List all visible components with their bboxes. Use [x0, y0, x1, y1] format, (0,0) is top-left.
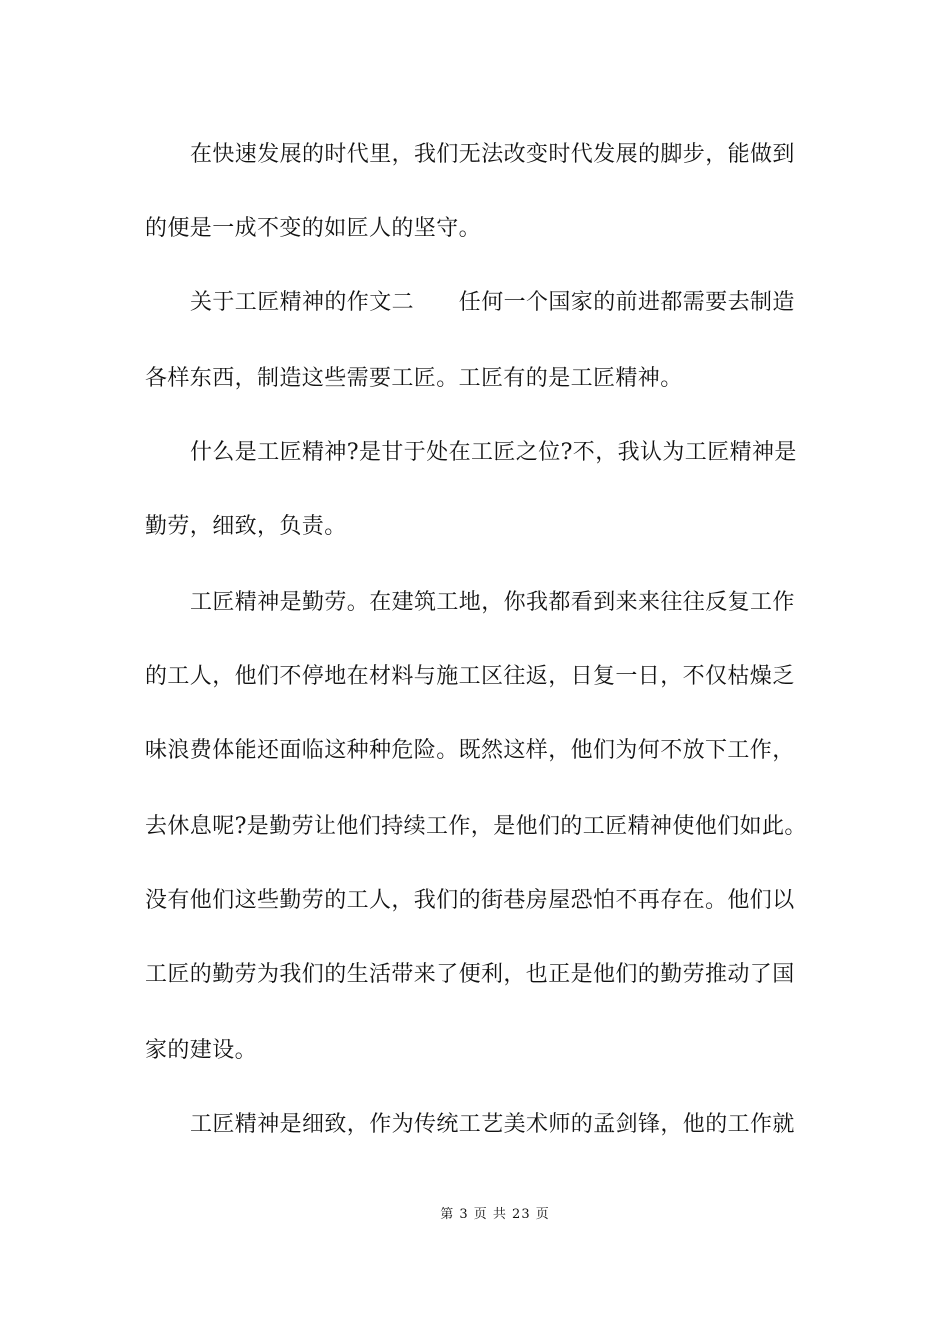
- paragraph-line: 工匠精神是细致，作为传统工艺美术师的孟剑锋，他的工作就: [190, 1112, 795, 1137]
- paragraph-line: 工匠的勤劳为我们的生活带来了便利，也正是他们的勤劳推动了国: [145, 962, 795, 987]
- paragraph-line: 的工人，他们不停地在材料与施工区往返，日复一日，不仅枯燥乏: [145, 664, 795, 689]
- page-footer: 第 3 页 共 23 页: [440, 1207, 550, 1222]
- paragraph-line: 去休息呢?是勤劳让他们持续工作，是他们的工匠精神使他们如此。: [145, 814, 807, 839]
- paragraph-line: 工匠精神是勤劳。在建筑工地，你我都看到来来往往反复工作: [190, 590, 795, 615]
- paragraph-line: 勤劳，细致，负责。: [145, 514, 347, 539]
- paragraph-line: 家的建设。: [145, 1038, 258, 1063]
- paragraph-line: 的便是一成不变的如匠人的坚守。: [145, 216, 482, 241]
- paragraph-line: 各样东西，制造这些需要工匠。工匠有的是工匠精神。: [145, 366, 683, 391]
- paragraph-line: 在快速发展的时代里，我们无法改变时代发展的脚步，能做到: [190, 142, 795, 167]
- paragraph-line: 关于工匠精神的作文二 任何一个国家的前进都需要去制造: [190, 290, 795, 315]
- paragraph-line: 味浪费体能还面临这种种危险。既然这样，他们为何不放下工作，: [145, 738, 795, 763]
- paragraph-line: 没有他们这些勤劳的工人，我们的街巷房屋恐怕不再存在。他们以: [145, 888, 795, 913]
- paragraph-line: 什么是工匠精神?是甘于处在工匠之位?不，我认为工匠精神是: [190, 440, 797, 465]
